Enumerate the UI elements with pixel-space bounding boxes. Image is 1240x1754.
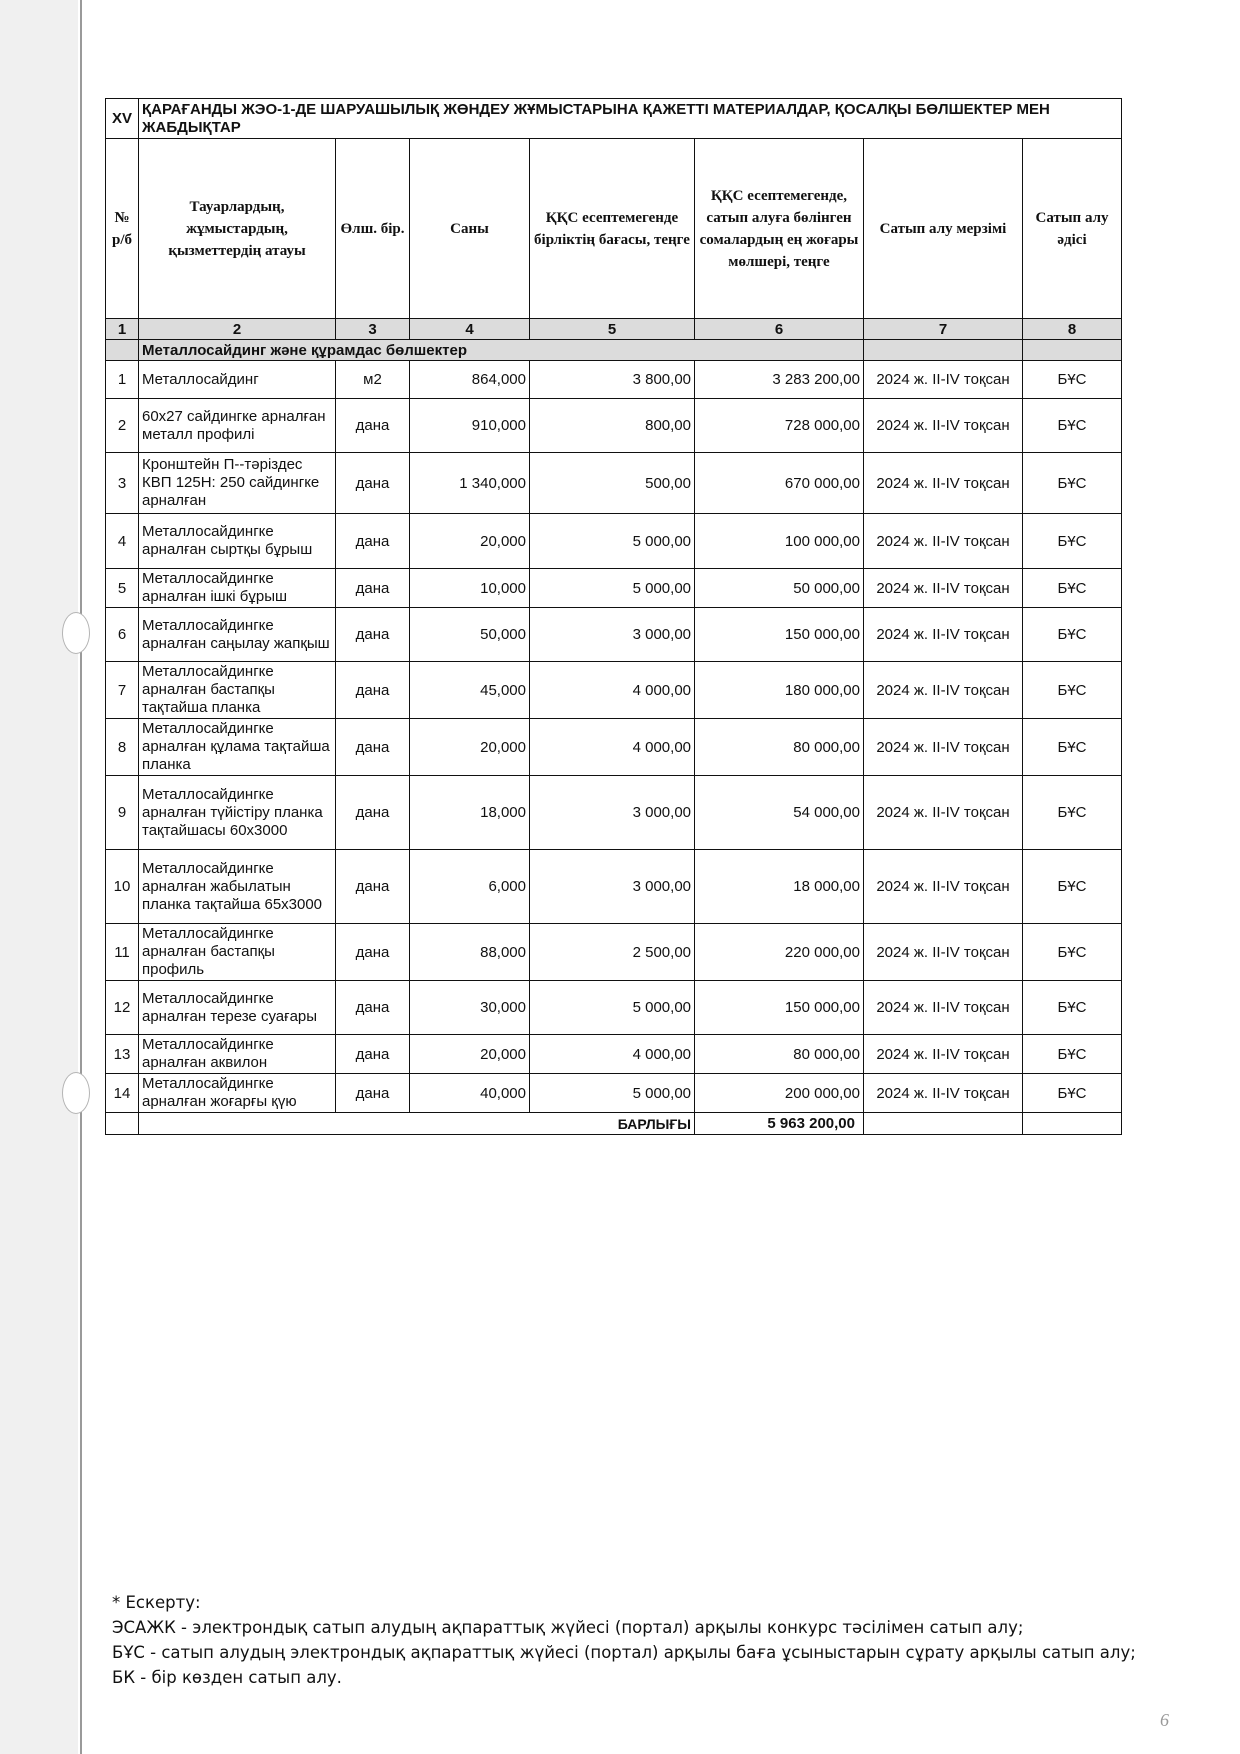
item-method: БҰС [1023, 399, 1122, 453]
item-method: БҰС [1023, 1035, 1122, 1074]
section-title: ҚАРАҒАНДЫ ЖЭО-1-ДЕ ШАРУАШЫЛЫҚ ЖӨНДЕУ ЖҰМЫСТАРЫНА ҚАЖЕТТІ МАТЕРИАЛДАР, ҚОСАЛҚЫ БӨЛШЕКТЕР МЕН ЖАБДЫҚТАР [139, 99, 1122, 139]
row-number: 14 [106, 1074, 139, 1113]
item-period: 2024 ж. II-IV тоқсан [864, 399, 1023, 453]
item-method: БҰС [1023, 719, 1122, 776]
table-row [106, 850, 1122, 924]
table-row [106, 719, 1122, 776]
col-number: 3 [336, 319, 410, 340]
item-max-amount: 50 000,00 [695, 569, 864, 608]
row-number: 8 [106, 719, 139, 776]
item-name: Металлосайдинг [139, 361, 336, 399]
col-number: 5 [530, 319, 695, 340]
item-method: БҰС [1023, 924, 1122, 981]
item-method: БҰС [1023, 1074, 1122, 1113]
item-period: 2024 ж. II-IV тоқсан [864, 608, 1023, 662]
col-number: 7 [864, 319, 1023, 340]
item-max-amount: 54 000,00 [695, 776, 864, 850]
item-name: Металлосайдингке арналған терезе суағары [139, 981, 336, 1035]
section-header-row [106, 99, 1122, 139]
item-quantity: 20,000 [410, 514, 530, 569]
column-number-row [106, 319, 1122, 340]
table-row [106, 924, 1122, 981]
item-period: 2024 ж. II-IV тоқсан [864, 719, 1023, 776]
row-number: 10 [106, 850, 139, 924]
col-number: 4 [410, 319, 530, 340]
item-unit-price: 3 800,00 [530, 361, 695, 399]
footnote-line: БК - бір көзден сатып алу. [112, 1668, 342, 1687]
item-unit-price: 5 000,00 [530, 1074, 695, 1113]
item-period: 2024 ж. II-IV тоқсан [864, 514, 1023, 569]
row-number: 13 [106, 1035, 139, 1074]
group-blank-cell [106, 340, 139, 361]
item-quantity: 40,000 [410, 1074, 530, 1113]
item-period: 2024 ж. II-IV тоқсан [864, 1035, 1023, 1074]
item-max-amount: 150 000,00 [695, 981, 864, 1035]
row-number: 9 [106, 776, 139, 850]
binder-line [80, 0, 82, 1754]
item-period: 2024 ж. II-IV тоқсан [864, 569, 1023, 608]
col-number: 8 [1023, 319, 1122, 340]
item-method: БҰС [1023, 453, 1122, 514]
item-unit: дана [336, 850, 410, 924]
item-method: БҰС [1023, 981, 1122, 1035]
footnote-line: ЭСАЖК - электрондық сатып алудың ақпараттық жүйесі (портал) арқылы конкурс тәсілімен сатып алу; [112, 1618, 1024, 1637]
item-method: БҰС [1023, 608, 1122, 662]
item-name: Металлосайдингке арналған ішкі бұрыш [139, 569, 336, 608]
item-method: БҰС [1023, 361, 1122, 399]
procurement-table [105, 98, 1122, 1135]
item-unit-price: 5 000,00 [530, 981, 695, 1035]
footnotes [112, 1590, 1136, 1690]
group-row [106, 340, 1122, 361]
table-row [106, 514, 1122, 569]
item-unit: дана [336, 1074, 410, 1113]
item-unit: дана [336, 453, 410, 514]
table-row [106, 1074, 1122, 1113]
col-header-name: Тауарлардың, жұмыстардың, қызметтердің атауы [139, 139, 336, 319]
item-name: Металлосайдингке арналған құлама тақтайша планка [139, 719, 336, 776]
table-row [106, 453, 1122, 514]
item-unit: дана [336, 1035, 410, 1074]
total-row [106, 1113, 1122, 1135]
item-quantity: 864,000 [410, 361, 530, 399]
item-unit-price: 800,00 [530, 399, 695, 453]
col-header-unit-price: ҚҚС есептемегенде бірліктің бағасы, теңге [530, 139, 695, 319]
row-number: 3 [106, 453, 139, 514]
total-blank-cell [864, 1113, 1023, 1135]
item-period: 2024 ж. II-IV тоқсан [864, 924, 1023, 981]
item-period: 2024 ж. II-IV тоқсан [864, 361, 1023, 399]
item-unit: дана [336, 719, 410, 776]
item-quantity: 30,000 [410, 981, 530, 1035]
total-blank-cell [139, 1113, 530, 1135]
item-method: БҰС [1023, 514, 1122, 569]
item-unit: м2 [336, 361, 410, 399]
item-name: Металлосайдингке арналған жабылатын планка тақтайша 65х3000 [139, 850, 336, 924]
col-header-no: № р/б [106, 139, 139, 319]
page-number-mark: 6 [1160, 1710, 1169, 1730]
item-name: Металлосайдингке арналған бастапқы профиль [139, 924, 336, 981]
item-quantity: 18,000 [410, 776, 530, 850]
item-name: 60х27 сайдингке арналған металл профилі [139, 399, 336, 453]
table-row [106, 399, 1122, 453]
punch-hole-top [62, 612, 90, 654]
col-header-qty: Саны [410, 139, 530, 319]
row-number: 6 [106, 608, 139, 662]
item-quantity: 6,000 [410, 850, 530, 924]
footnote-line: * Ескерту: [112, 1593, 201, 1612]
item-max-amount: 670 000,00 [695, 453, 864, 514]
item-method: БҰС [1023, 662, 1122, 719]
item-period: 2024 ж. II-IV тоқсан [864, 850, 1023, 924]
item-name: Металлосайдингке арналған бастапқы тақтайша планка [139, 662, 336, 719]
col-number: 6 [695, 319, 864, 340]
row-number: 4 [106, 514, 139, 569]
item-max-amount: 80 000,00 [695, 1035, 864, 1074]
table-row [106, 981, 1122, 1035]
item-max-amount: 100 000,00 [695, 514, 864, 569]
item-unit: дана [336, 981, 410, 1035]
item-quantity: 10,000 [410, 569, 530, 608]
item-period: 2024 ж. II-IV тоқсан [864, 776, 1023, 850]
item-max-amount: 18 000,00 [695, 850, 864, 924]
table-row [106, 361, 1122, 399]
item-unit-price: 3 000,00 [530, 776, 695, 850]
item-unit-price: 5 000,00 [530, 569, 695, 608]
section-number: XV [106, 99, 139, 139]
item-unit-price: 4 000,00 [530, 662, 695, 719]
item-max-amount: 80 000,00 [695, 719, 864, 776]
table-row [106, 608, 1122, 662]
item-unit: дана [336, 399, 410, 453]
row-number: 1 [106, 361, 139, 399]
scan-margin [0, 0, 80, 1754]
group-title: Металлосайдинг және құрамдас бөлшектер [139, 340, 864, 361]
item-unit-price: 3 000,00 [530, 608, 695, 662]
item-max-amount: 220 000,00 [695, 924, 864, 981]
item-max-amount: 200 000,00 [695, 1074, 864, 1113]
item-period: 2024 ж. II-IV тоқсан [864, 662, 1023, 719]
item-quantity: 50,000 [410, 608, 530, 662]
item-max-amount: 3 283 200,00 [695, 361, 864, 399]
col-header-period: Сатып алу мерзімі [864, 139, 1023, 319]
col-number: 2 [139, 319, 336, 340]
item-unit: дана [336, 924, 410, 981]
item-unit: дана [336, 662, 410, 719]
table-row [106, 776, 1122, 850]
col-header-max-amount: ҚҚС есептемегенде, сатып алуға бөлінген сомалардың ең жоғары мөлшері, теңге [695, 139, 864, 319]
item-name: Металлосайдингке арналған жоғарғы қүю [139, 1074, 336, 1113]
item-method: БҰС [1023, 850, 1122, 924]
table-row [106, 1035, 1122, 1074]
item-method: БҰС [1023, 569, 1122, 608]
item-quantity: 1 340,000 [410, 453, 530, 514]
item-period: 2024 ж. II-IV тоқсан [864, 453, 1023, 514]
column-header-row [106, 139, 1122, 319]
group-blank-cell [864, 340, 1023, 361]
item-quantity: 20,000 [410, 719, 530, 776]
item-name: Кронштейн П--тәріздес КВП 125Н: 250 сайдингке арналған [139, 453, 336, 514]
item-quantity: 910,000 [410, 399, 530, 453]
item-unit-price: 4 000,00 [530, 719, 695, 776]
item-unit-price: 3 000,00 [530, 850, 695, 924]
item-max-amount: 150 000,00 [695, 608, 864, 662]
total-blank-cell [106, 1113, 139, 1135]
item-name: Металлосайдингке арналған түйістіру планка тақтайшасы 60х3000 [139, 776, 336, 850]
col-header-unit: Өлш. бір. [336, 139, 410, 319]
punch-hole-bottom [62, 1072, 90, 1114]
item-name: Металлосайдингке арналған саңылау жапқыш [139, 608, 336, 662]
row-number: 5 [106, 569, 139, 608]
item-name: Металлосайдингке арналған сыртқы бұрыш [139, 514, 336, 569]
table-row [106, 662, 1122, 719]
item-max-amount: 728 000,00 [695, 399, 864, 453]
table-row [106, 569, 1122, 608]
row-number: 12 [106, 981, 139, 1035]
col-header-method: Сатып алу әдісі [1023, 139, 1122, 319]
item-unit: дана [336, 776, 410, 850]
item-unit-price: 4 000,00 [530, 1035, 695, 1074]
item-unit-price: 5 000,00 [530, 514, 695, 569]
row-number: 2 [106, 399, 139, 453]
item-period: 2024 ж. II-IV тоқсан [864, 981, 1023, 1035]
item-max-amount: 180 000,00 [695, 662, 864, 719]
col-number: 1 [106, 319, 139, 340]
item-quantity: 88,000 [410, 924, 530, 981]
item-unit: дана [336, 514, 410, 569]
item-unit-price: 2 500,00 [530, 924, 695, 981]
total-value: 5 963 200,00 [695, 1113, 864, 1135]
group-blank-cell [1023, 340, 1122, 361]
item-quantity: 20,000 [410, 1035, 530, 1074]
item-unit: дана [336, 608, 410, 662]
total-label: БАРЛЫҒЫ [530, 1113, 695, 1135]
item-period: 2024 ж. II-IV тоқсан [864, 1074, 1023, 1113]
item-unit: дана [336, 569, 410, 608]
total-blank-cell [1023, 1113, 1122, 1135]
footnote-line: БҰС - сатып алудың электрондық ақпараттық жүйесі (портал) арқылы баға ұсыныстарын сұрату арқылы сатып алу; [112, 1643, 1136, 1662]
row-number: 7 [106, 662, 139, 719]
item-unit-price: 500,00 [530, 453, 695, 514]
item-method: БҰС [1023, 776, 1122, 850]
item-quantity: 45,000 [410, 662, 530, 719]
item-name: Металлосайдингке арналған аквилон [139, 1035, 336, 1074]
row-number: 11 [106, 924, 139, 981]
